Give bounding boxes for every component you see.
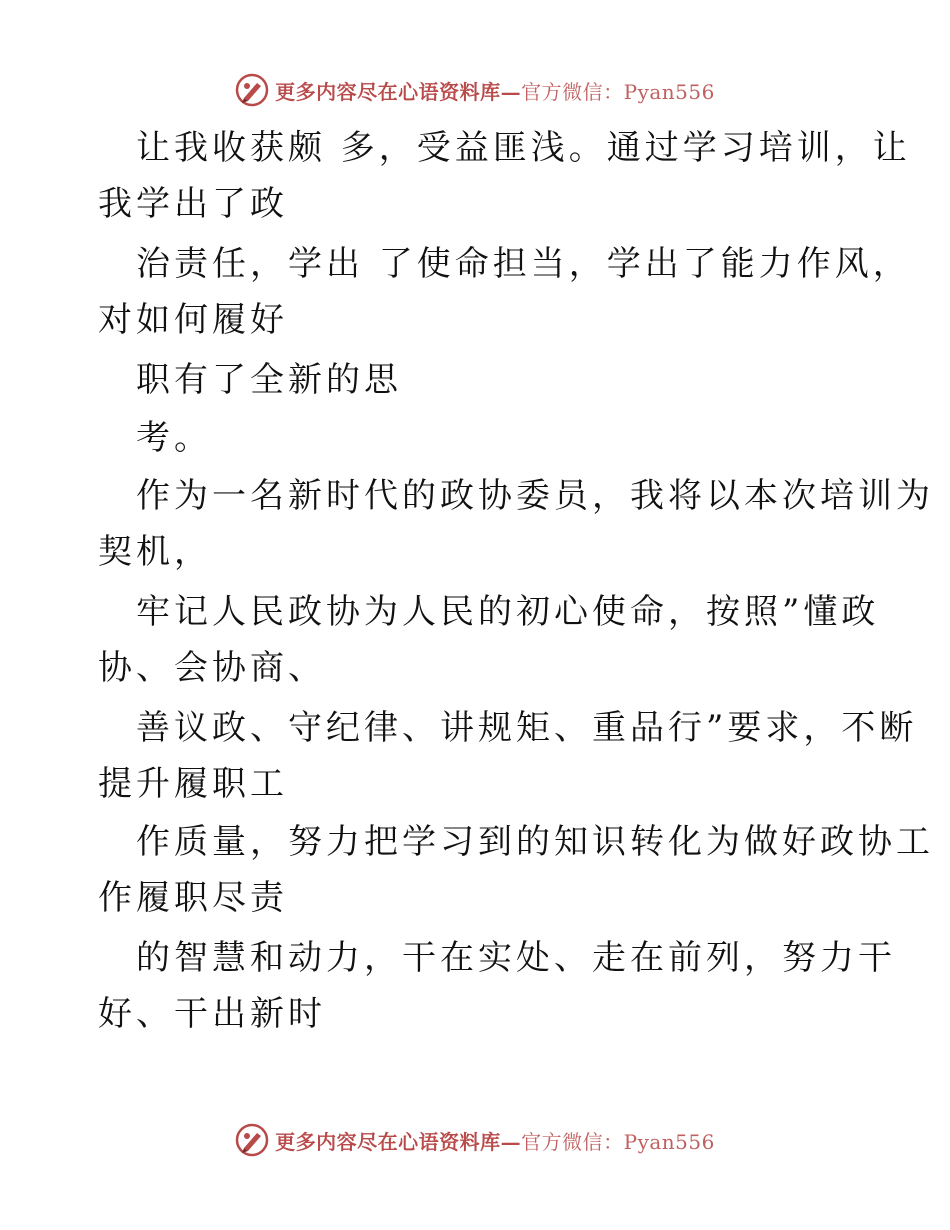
paragraph-line: 我学出了政	[98, 184, 288, 224]
paragraph-line: 好、干出新时	[98, 994, 326, 1034]
paragraph-line: 作履职尽责	[98, 878, 288, 918]
footer-banner	[0, 1120, 950, 1160]
header-banner	[0, 70, 950, 110]
paragraph-line: 作为一名新时代的政协委员，我将以本次培训为	[136, 476, 934, 516]
paragraph-line: 让我收获颇 多，受益匪浅。通过学习培训，让	[136, 128, 911, 168]
paragraph-line: 协、会协商、	[98, 648, 326, 688]
paragraph-line: 职有了全新的思	[136, 360, 402, 400]
paragraph-line: 治责任，学出 了使命担当，学出了能力作风，	[136, 244, 911, 284]
paragraph-line: 契机，	[98, 532, 212, 572]
paragraph-line: 考。	[136, 418, 212, 458]
paragraph-line: 提升履职工	[98, 764, 288, 804]
paragraph-line: 牢记人民政协为人民的初心使命，按照”懂政	[136, 592, 880, 632]
paragraph-line: 对如何履好	[98, 300, 288, 340]
pen-logo-icon	[235, 73, 269, 107]
paragraph-line: 作质量，努力把学习到的知识转化为做好政协工	[136, 822, 934, 862]
pen-logo-icon	[235, 1123, 269, 1157]
banner-text: 更多内容尽在心语资料库—官方微信：Pyan556	[275, 79, 715, 104]
paragraph-line: 善议政、守纪律、讲规矩、重品行”要求，不断	[136, 708, 918, 748]
paragraph-line: 的智慧和动力，干在实处、走在前列，努力干	[136, 938, 896, 978]
banner-text: 更多内容尽在心语资料库—官方微信：Pyan556	[275, 1129, 715, 1154]
